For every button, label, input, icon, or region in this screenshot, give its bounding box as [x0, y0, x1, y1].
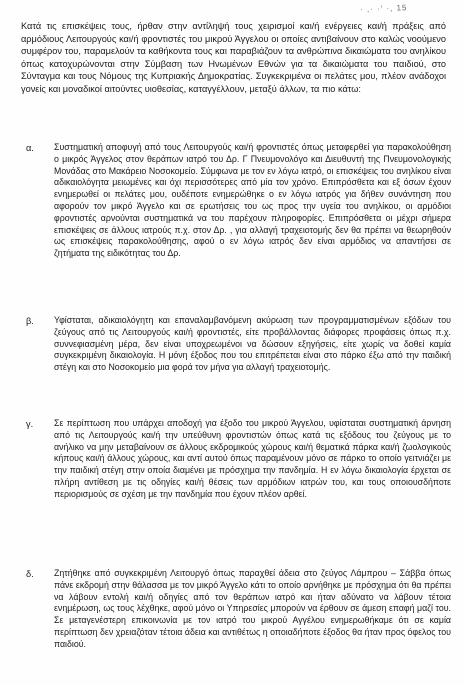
- corner-mark: · ,· ·′ ·, 15: [359, 3, 408, 14]
- list-item-d: [26, 568, 451, 651]
- list-item-marker: δ.: [26, 569, 34, 579]
- list-item-marker: α.: [26, 143, 34, 153]
- list-item-a: [26, 142, 451, 260]
- list-item-text: Σε περίπτωση που υπάρχει αποδοχή για έξοδο του μικρού Άγγελου, υφίσταται συστηματική άρνηση από τις Λειτουργούς και/ή την υπεύθυνη φροντιστών όπως κατά τις εξόδους του ζεύγους με το ανήλικο να μην μεταβαίνουν σε άλλους εκδρομικούς χώρους και/ή θεματικά πάρκα και/ή ζωολογικούς κήπους και/ή άλλους χώρους, και αντί αυτού όπως παραμένουν μόνο σε πάρκο το οποίο γειτνιάζει με την παιδική στέγη στην οποία διαμένει με πρόσχημα την πανδημία. Η εν λόγω δικαιολογία έρχεται σε πλήρη αντίθεση με τις οδηγίες και/ή θέσεις των αρμόδιων ιατρών του, και τους οποιουσδήποτε περιορισμούς σε σχέση με την πανδημία που έχουν πλέον αρθεί.: [54, 418, 451, 499]
- list-item-c: [26, 418, 451, 501]
- list-item-b: [26, 315, 451, 374]
- list-item-marker: γ.: [26, 419, 34, 429]
- list-item-marker: β.: [26, 316, 34, 326]
- list-item-text: Συστηματική αποφυγή από τους Λειτουργούς και/ή φροντιστές όπως μεταφερθεί για παρακολούθηση ο μικρός Άγγελος στον θεράπων ιατρό του Δρ. Γ Πνευμονολόγο και Διευθυντή της Πνευμονολογικής Μονάδας στο Μακάρειο Νοσοκομείο. Σύμφωνα με τον εν λόγω ιατρό, οι επισκέψεις του ανηλίκου είναι αδικαιολόγητα μειωμένες και όχι περισσότερες από μία τον χρόνο. Επιπρόσθετα και εξ όσων έχουν ενημερωθεί οι πελάτες μου, ουδέποτε ενημερώθηκε ο εν λόγω ιατρός για δήθεν συνάντηση που αφορούν τον μικρό Άγγελο και σε ερωτήσεις του ως προς την υγεία του ανηλίκου, οι αρμόδιοι φροντιστές αρνούνται συστηματικά να του παρέχουν πληροφορίες. Επιπρόσθετα οι μέχρι σήμερα επισκέψεις σε άλλους ιατρούς π.χ. στον Δρ. , για αλλαγή τραχειοτομής δεν θα πρέπει να θεωρηθούν ως επισκέψεις παρακολούθησης, αφού ο εν λόγω ιατρός δεν είναι αρμόδιος να απαντήσει σε ζητήματα της ειδικότητας του Δρ.: [54, 142, 451, 259]
- list-item-text: Ζητήθηκε από συγκεκριμένη Λειτουργό όπως παραχθεί άδεια στο ζεύγος Λάμπρου – Σάββα όπως πάνε εκδρομή στην θάλασσα με τον μικρό Άγγελο κάτι το οποίο αρνήθηκε με πρόσχημα ότι θα πρέπει να λάβουν εντολή και/ή οδηγίες από τον θεράπων ιατρό και ήταν αδύνατο να λάβουν τέτοια ενημέρωση, ως τους λέχθηκε, αφού μόνο οι Υπηρεσίες μπορούν να έρθουν σε άμεση επαφή μαζί του. Σε μεταγενέστερη επικοινωνία με τον ιατρό του μικρού Αγγέλου ενημερωθήκαμε ότι σε καμία περίπτωση δεν χρειαζόταν τέτοια άδεια και αντιθέτως η οποιαδήποτε έξοδος θα ήταν προς όφελος του παιδιού.: [54, 568, 451, 649]
- intro-paragraph: Κατά τις επισκέψεις τους, ήρθαν στην αντίληψή τους χειρισμοί και/ή ενέργειες και/ή πράξεις από αρμόδιους Λειτουργούς και/ή φροντιστές του μικρού Άγγελου οι οποίες αντιβαίνουν στο καλώς νοούμενο συμφέρον του, παραμελούν τα καθήκοντα τους και παραβιάζουν τα ανθρώπινα δικαιώματα του ανηλίκου όπως κατοχυρώνονται στην Σύμβαση των Ηνωμένων Εθνών για τα δικαιώματα του παιδιού, στο Σύνταγμα και τους Νόμους της Κυπριακής Δημοκρατίας. Συγκεκριμένα οι πελάτες μου, πλέον ανάδοχοι γονείς και μοναδικοί αιτούντες υιοθεσίας, καταγγέλλουν, μεταξύ άλλων, τα πιο κάτω:: [21, 21, 446, 94]
- list-item-text: Υφίσταται, αδικαιολόγητη και επαναλαμβανόμενη ακύρωση των προγραμματισμένων εξόδων του ζεύγους από τις Λειτουργούς και/ή φροντιστές, είτε προβάλλοντας διάφορες προφάσεις όπως π.χ. συννεφιασμένη μέρα, δεν είναι υποχρεωμένοι να δώσουν εξηγήσεις, είτε χωρίς να δοθεί καμία συγκεκριμένη δικαιολογία. Η μόνη έξοδος που του επιτρέπεται είναι στο πάρκο έξω από την παιδική στέγη και στο Νοσοκομείο μια φορά τον μήνα για αλλαγή τραχειοτομής.: [54, 315, 451, 373]
